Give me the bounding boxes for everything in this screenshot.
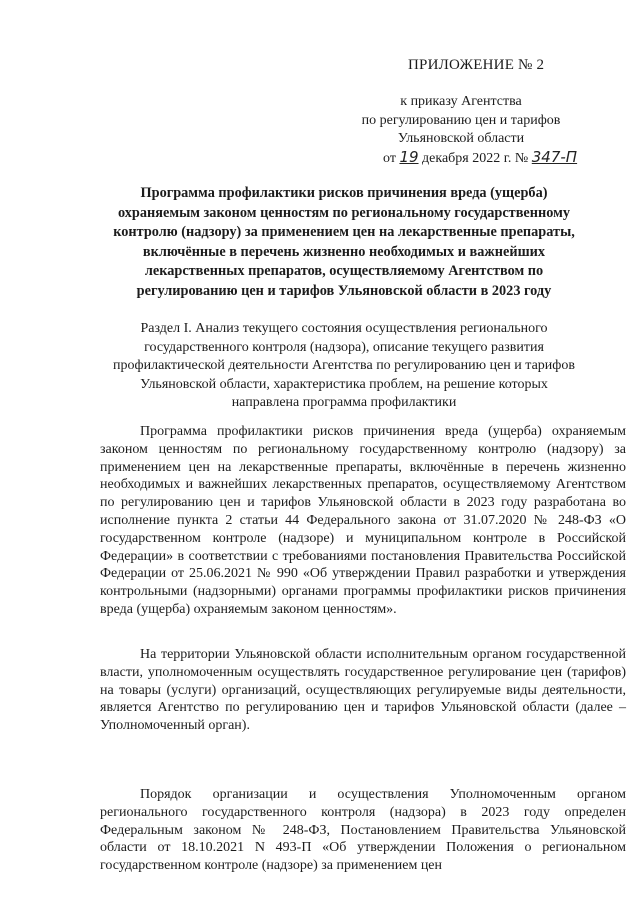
order-number-handwritten: 347-П [531, 148, 578, 166]
order-reference [340, 93, 582, 149]
program-title: Программа профилактики рисков причинения вреда (ущерба) охраняемым законом ценностям по региональному государственному контролю (надзору) за применением цен на лекарственные препараты, включённые в перечень жизненно необходимых и важнейших лекарственных препаратов, осуществляемому Агентством по регулированию цен и тарифов Ульяновской области в 2023 году [113, 185, 575, 299]
order-line-2: по регулированию цен и тарифов [361, 112, 561, 128]
date-day-handwritten: 19 [399, 148, 419, 166]
section-heading: Раздел I. Анализ текущего состояния осуществления регионального государственного контроля (надзора), описание текущего развития профилактической деятельности Агентства по регулированию цен и тарифов Ульяновской области, характеристика проблем, на решение которых направлена программа профилактики [113, 321, 575, 411]
order-line-1: к приказу Агентства [400, 94, 522, 109]
order-line-3: Ульяновской области [397, 131, 525, 146]
paragraph-1: Программа профилактики рисков причинения вреда (ущерба) охраняемым законом ценностям по региональному государственному контролю (надзору) за применением цен на лекарственные препараты, включённые в перечень жизненно необходимых и важнейших лекарственных препаратов, осуществляемому Агентством по регулированию цен и тарифов Ульяновской области в 2023 году разработана во исполнение пункта 2 статьи 44 Федерального закона от 31.07.2020 № 248-ФЗ «О государственном контроле (надзоре) и муниципальном контроле в Российской Федерации» в соответствии с требованиями постановления Правительства Российской Федерации от 25.06.2021 № 990 «Об утверждении Правил разработки и утверждения контрольными (надзорными) органами программы профилактики рисков причинения вреда (ущерба) охраняемым законом ценностям». [100, 424, 626, 617]
paragraph-3: Порядок организации и осуществления Уполномоченным органом регионального государственного контроля (надзора) в 2023 году определен Федеральным законом № 248-ФЗ, Постановлением Правительства Ульяновской области от 18.10.2021 N 493-П «Об утверждении Положения о региональном государственном контроле (надзоре) за применением цен [100, 787, 626, 874]
date-prefix: от [383, 151, 396, 166]
order-date-line [383, 148, 577, 167]
appendix-label: ПРИЛОЖЕНИЕ № 2 [408, 57, 545, 73]
paragraph-2: На территории Ульяновской области исполнительным органом государственной власти, уполномоченным осуществлять государственное регулирование цен (тарифов) на товары (услуги) организаций, осуществляющих регулируемые виды деятельности, является Агентство по регулированию цен и тарифов Ульяновской области (далее – Уполномоченный орган). [100, 647, 626, 734]
date-rest: декабря 2022 г. № [422, 151, 529, 166]
